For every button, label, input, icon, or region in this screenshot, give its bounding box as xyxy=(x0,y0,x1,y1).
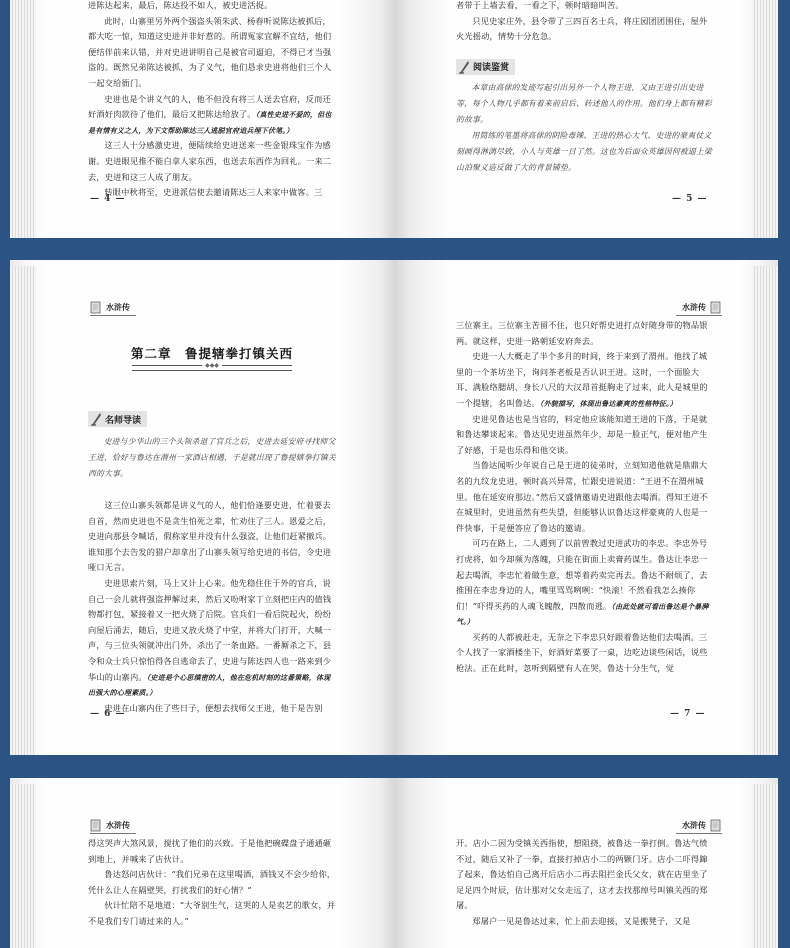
appreciation-text: 用简练的笔墨将高俅的阴险毒辣、王进的热心大气、史进的豪爽仗义刻画得淋漓尽致，小人与英雄一目了然。这也为后面众英雄因何被逼上梁山泊聚义造反做了大的背景铺垫。 xyxy=(456,130,712,172)
paragraph xyxy=(88,498,336,576)
header-rule xyxy=(90,315,136,316)
annotation-note: （真性史进不爱的，但也是有情有义之人，为下文帮助陈达三人逃脱官府追兵埋下伏笔。） xyxy=(88,110,332,135)
page-number: — 5 — xyxy=(672,194,708,204)
paragraph-text: 进陈达起来，最后，陈达投不如人，被史进活捉。 xyxy=(88,0,273,10)
paragraph-text: 只见史家庄外，县令带了三四百名士兵，将庄园团团围住，屋外火光摇动，情势十分危急。 xyxy=(456,15,708,42)
page-9-text xyxy=(456,836,712,948)
paragraph-text: 得这哭声大煞风景，搅扰了他们的兴致。于是他把碗碟盘子通通砸到地上，并喊来了店伙计。 xyxy=(88,838,332,864)
page-number: — 6 — xyxy=(90,709,126,719)
section-label-guide: 名师导读 xyxy=(88,411,147,427)
paragraph-text: 郑屠户一见是鲁达过来，忙上前去迎接，又是搬凳子，又是 xyxy=(472,915,691,926)
paragraph-text: 史进一人大概走了半个多月的时间，终于来到了渭州。他找了城里的一个茶坊坐下，询问茶老板是否认识王进。这时，一个面脸大耳、满脸络腮胡、身长八尺的大汉昂首挺胸走了过来，此人是城里的一个提辖，名叫鲁达。 xyxy=(456,351,708,408)
paragraph xyxy=(88,138,336,185)
header-rule xyxy=(90,833,136,834)
page-edge xyxy=(10,266,36,755)
paragraph xyxy=(456,318,712,349)
paragraph xyxy=(88,92,336,139)
paragraph xyxy=(456,914,712,930)
paragraph-text: 转眼中秋将至，史进派信使去邀请陈达三人来家中做客。三 xyxy=(104,187,323,198)
paragraph xyxy=(456,14,712,45)
page-6 xyxy=(10,260,394,755)
page-edge xyxy=(752,784,778,948)
header-rule xyxy=(676,833,722,834)
paragraph xyxy=(456,458,712,536)
guide-text: 史进与少华山的三个头领杀退了官兵之后，史进去延安府寻找师父王进，恰好与鲁达在渭州一家酒店相遇，于是就出现了鲁提辖拳打镇关西的大事。 xyxy=(88,437,336,478)
paragraph-text: 史进见鲁达也是当官的，料定他应该能知道王进的下落，于是就和鲁达攀谈起来。鲁达见史进虽然年少，却是一脸正气，便对他产生了好感，于是也乐得和他交谈。 xyxy=(456,413,708,455)
quill-icon xyxy=(90,412,102,426)
paragraph xyxy=(88,14,336,92)
paragraph-text: 可巧在路上，二人遇到了以前曾教过史进武功的李忠。李忠外号打虎将，如今却频为落魄，只能在街面上卖膏药谋生。鲁达让李忠一起去喝酒，李忠忙着做生意，想等着药卖完再去。鲁达不耐烦了，去推围在李忠身边的人，嘴里骂骂咧咧：“快滚！不然看我怎么揍你们！”吓得买药的人魂飞魄散，四散而逃。 xyxy=(456,538,708,611)
paragraph-text: 者带于上墙去看，一看之下，顿时暗暗叫苦。 xyxy=(456,0,624,10)
running-header: 水浒传 xyxy=(682,818,722,832)
page-7-text xyxy=(456,318,712,755)
paragraph xyxy=(456,536,712,630)
annotation-note: （外貌描写，体现出鲁达豪爽的性格特征。） xyxy=(539,398,677,408)
page-8 xyxy=(10,778,394,948)
book-spread-2 xyxy=(10,260,778,755)
header-rule xyxy=(676,315,722,316)
page-7 xyxy=(394,260,778,755)
running-header: 水浒传 xyxy=(90,300,130,314)
chapter-rule: ◆◆◆ xyxy=(132,365,292,371)
chapter-title: 第二章 鲁提辖拳打镇关西 xyxy=(130,346,293,361)
page-edge xyxy=(752,0,778,238)
page-6-text xyxy=(88,344,336,755)
page-edge xyxy=(752,266,778,755)
page-4 xyxy=(10,0,394,238)
paragraph xyxy=(88,898,336,929)
appreciation-text: 本章由高俅的发迹写起引出另外一个人物王进，又由王进引出史进等，每个人物几乎都有着来前启后、转述他人的作用。他们身上都有精彩的故事。 xyxy=(456,82,712,124)
paragraph-text: 史进思索片刻，马上又计上心来。他先稳住住于外的官兵，说自己一会儿就将强盗押解过来，然后又吩咐家丁立刻把庄内的值钱物都打包，紧接着又一把火烧了后院。官兵们一看后院起火，纷纷向屋后涌去，随后，史进又放火烧了中堂，并将大门打开，大喊一声，与三位头领就冲出门外，杀出了一条血路。一番厮杀之下，县令和众士兵只惊怕得各自逃命去了，史进与陈达四人也一路来到少华山的山寨内。 xyxy=(88,577,332,682)
paragraph-text: 这三人十分感激史进，便陆续给史进送来一些金银珠宝作为感谢。史进眼见推不能白拿人家东西，也送去东西作为回礼。一来二去，史进和这三人成了朋友。 xyxy=(88,140,332,182)
paragraph xyxy=(88,0,336,14)
book-icon xyxy=(710,818,722,832)
paragraph-text: 当鲁达闻听少年说自己是王进的徒弟时，立刻知道他就是鼎鼎大名的九纹龙史进，顿时高兴异常，忙跟史进说道：“王进不在渭州城里。他在延安府那边。”然后又盛情邀请史进跟他去喝酒。得知王进不在城里时，史进虽然有些失望，但能够认识鲁达这样豪爽的人也是一件快事，于是便答应了鲁达的邀请。 xyxy=(456,460,708,533)
paragraph-text: 这三位山寨头领都是讲义气的人，他们恰逢要史进，忙着要去自首，然而史进也不是贪生怕死之辈，忙劝住了三人。恩爱之后，史进向那县令喊话，假称家里并没有什么强盗，让他们赶紧撤兵。谁知那个去告发的猎户却拿出了山寨头领写给史进的书信，令史进哑口无言。 xyxy=(88,500,332,573)
page-5 xyxy=(394,0,778,238)
paragraph xyxy=(456,349,712,411)
running-header: 水浒传 xyxy=(90,818,130,832)
paragraph xyxy=(456,412,712,459)
paragraph xyxy=(456,0,712,14)
paragraph-text: 买药的人都被赶走，无奈之下李忠只好跟着鲁达他们去喝酒。三个人找了一家酒楼坐下，好酒好菜要了一桌，边吃边谈些闲话，说些枪法。正在此时，忽听到隔壁有人在哭，鲁达十分生气，觉 xyxy=(456,631,708,674)
paragraph xyxy=(88,867,336,898)
book-spread-3 xyxy=(10,778,778,948)
page-8-text xyxy=(88,836,336,948)
book-icon xyxy=(710,300,722,314)
paragraph-text: 三位寨主。三位寨主苦留不住，也只好帮史进打点好随身带的物品银两。就这样，史进一路朝延安府奔去。 xyxy=(456,320,708,346)
page-number: — 4 — xyxy=(90,194,126,204)
paragraph-text: 史进也是个讲义气的人，他不但没有将三人送去官府，反而还好酒好肉款待了他们，最后又把陈达给放了。 xyxy=(88,93,331,120)
book-icon xyxy=(90,818,102,832)
paragraph-text: 伙计忙陪不是地道：“大爷别生气，这哭的人是卖艺的歌女，并不是我们专门请过来的人。” xyxy=(88,900,336,926)
page-edge xyxy=(10,784,36,948)
page-9 xyxy=(394,778,778,948)
paragraph-text: 此时，山寨里另外两个强盗头领朱武、杨春听说陈达被抓后，都大吃一惊，知道这史进并非好惹的。所谓冤家宜解不宜结，他们便结伴前来认错，并对史进讲明自己是被官司逼迫，不得已才当强盗的。既然兄弟陈达被抓，为了义气，他们恳求史进将他们三个人一起交给衙门。 xyxy=(88,15,332,88)
annotation-note: （史进是个心思缜密的人，他在危机时刻的这番策略，体现出强大的心理素质。） xyxy=(88,672,331,698)
book-icon xyxy=(90,300,102,314)
paragraph xyxy=(456,836,712,914)
paragraph-text: 开。店小二因为受镇关西指使，想阻挠，被鲁达一拳打倒。鲁达气愤不过，随后又补了一拳，直接打掉店小二的两颗门牙。店小二吓得蹿了起来，鲁达怕自己离开后店小二再去阻拦金氏父女，就在店里坐了足足四个时辰，估计那对父女走远了，这才去找那绰号叫镇关西的郑屠。 xyxy=(456,838,708,911)
page-number: — 7 — xyxy=(670,709,706,719)
paragraph xyxy=(88,836,336,867)
paragraph-text: 史进在山寨内住了些日子，便想去找师父王进，他于是告别 xyxy=(104,702,323,713)
page-edge xyxy=(10,0,36,238)
paragraph xyxy=(456,630,712,677)
running-header: 水浒传 xyxy=(682,300,722,314)
paragraph xyxy=(88,576,336,701)
paragraph-text: 鲁达怒问店伙计：“我们兄弟在这里喝酒，酒钱又不会少给你，凭什么让人在隔壁哭，打扰我们的好心情？” xyxy=(88,869,336,895)
book-spread-1 xyxy=(10,0,778,238)
annotation-note: （由此处就可看出鲁达是个暴脾气。） xyxy=(456,601,709,627)
section-label-appreciation: 阅读鉴赏 xyxy=(456,59,515,75)
quill-icon xyxy=(458,60,470,74)
